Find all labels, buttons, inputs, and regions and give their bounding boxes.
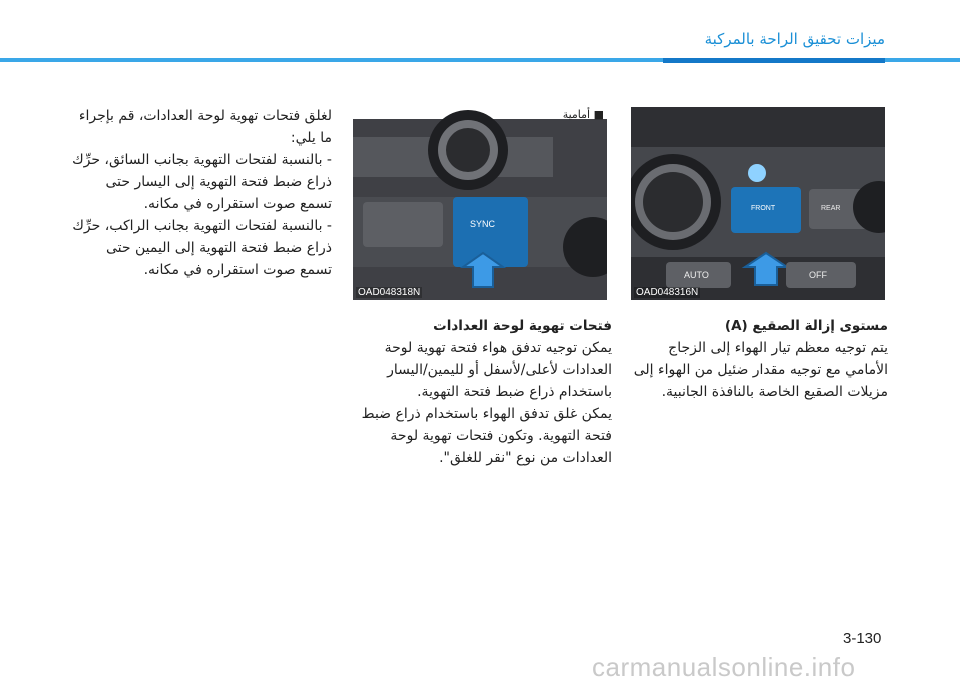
figure-sync-panel [353, 107, 607, 300]
dash-vents-section [350, 315, 612, 469]
defrost-panel-illustration [631, 107, 885, 300]
defrost-section [628, 315, 888, 403]
figure-code: OAD048318N [358, 287, 421, 298]
list-item-text: بالنسبة لفتحات التهوية بجانب السائق، حرِّك ذراع ضبط فتحة التهوية إلى اليسار حتى تسمع صوت استقراره في مكانه. [72, 152, 332, 212]
figure-defrost-panel [631, 107, 885, 300]
auto-button-label: AUTO [684, 270, 709, 280]
defrost-heading: مستوى إزالة الصقيع (A) [724, 318, 888, 334]
header-divider-accent [663, 58, 885, 63]
list-item: - بالنسبة لفتحات التهوية بجانب الراكب، حرِّك ذراع ضبط فتحة التهوية إلى اليمين حتى تسمع صوت استقراره في مكانه. [72, 218, 332, 278]
watermark: carmanualsonline.info [592, 652, 856, 682]
page-number: 3-130 [843, 630, 882, 647]
sync-button-label: SYNC [470, 219, 496, 229]
close-vents-section [70, 105, 332, 281]
list-item: - بالنسبة لفتحات التهوية بجانب السائق، حرِّك ذراع ضبط فتحة التهوية إلى اليسار حتى تسمع صوت استقراره في مكانه. [72, 152, 332, 212]
dash-vents-paragraph-1: يمكن توجيه تدفق هواء فتحة تهوية لوحة العدادات لأعلى/لأسفل أو لليمين/اليسار باستخدام ذراع ضبط فتحة التهوية. [384, 340, 612, 400]
dash-vents-heading: فتحات تهوية لوحة العدادات [433, 318, 612, 334]
figure-caption-front: ■ أمامية [562, 108, 604, 121]
close-vents-intro: لغلق فتحات تهوية لوحة العدادات، قم بإجراء ما يلي: [78, 108, 332, 146]
dash-vents-paragraph-2: يمكن غلق تدفق الهواء باستخدام ذراع ضبط فتحة التهوية. وتكون فتحات تهوية لوحة العدادات من نوع "نقر للغلق". [361, 406, 612, 466]
figure-code: OAD048316N [636, 287, 699, 298]
page-header-title: ميزات تحقيق الراحة بالمركبة [704, 30, 885, 48]
list-item-text: بالنسبة لفتحات التهوية بجانب الراكب، حرِّك ذراع ضبط فتحة التهوية إلى اليمين حتى تسمع صوت استقراره في مكانه. [72, 218, 332, 278]
sync-panel-illustration [353, 107, 607, 300]
off-button-label: OFF [809, 270, 827, 280]
rear-button-label: REAR [821, 205, 841, 212]
front-button-label: FRONT [751, 205, 776, 212]
defrost-body: يتم توجيه معظم تيار الهواء إلى الزجاج الأمامي مع توجيه مقدار ضئيل من الهواء إلى مزيلات الصقيع الخاصة بالنافذة الجانبية. [633, 340, 888, 400]
